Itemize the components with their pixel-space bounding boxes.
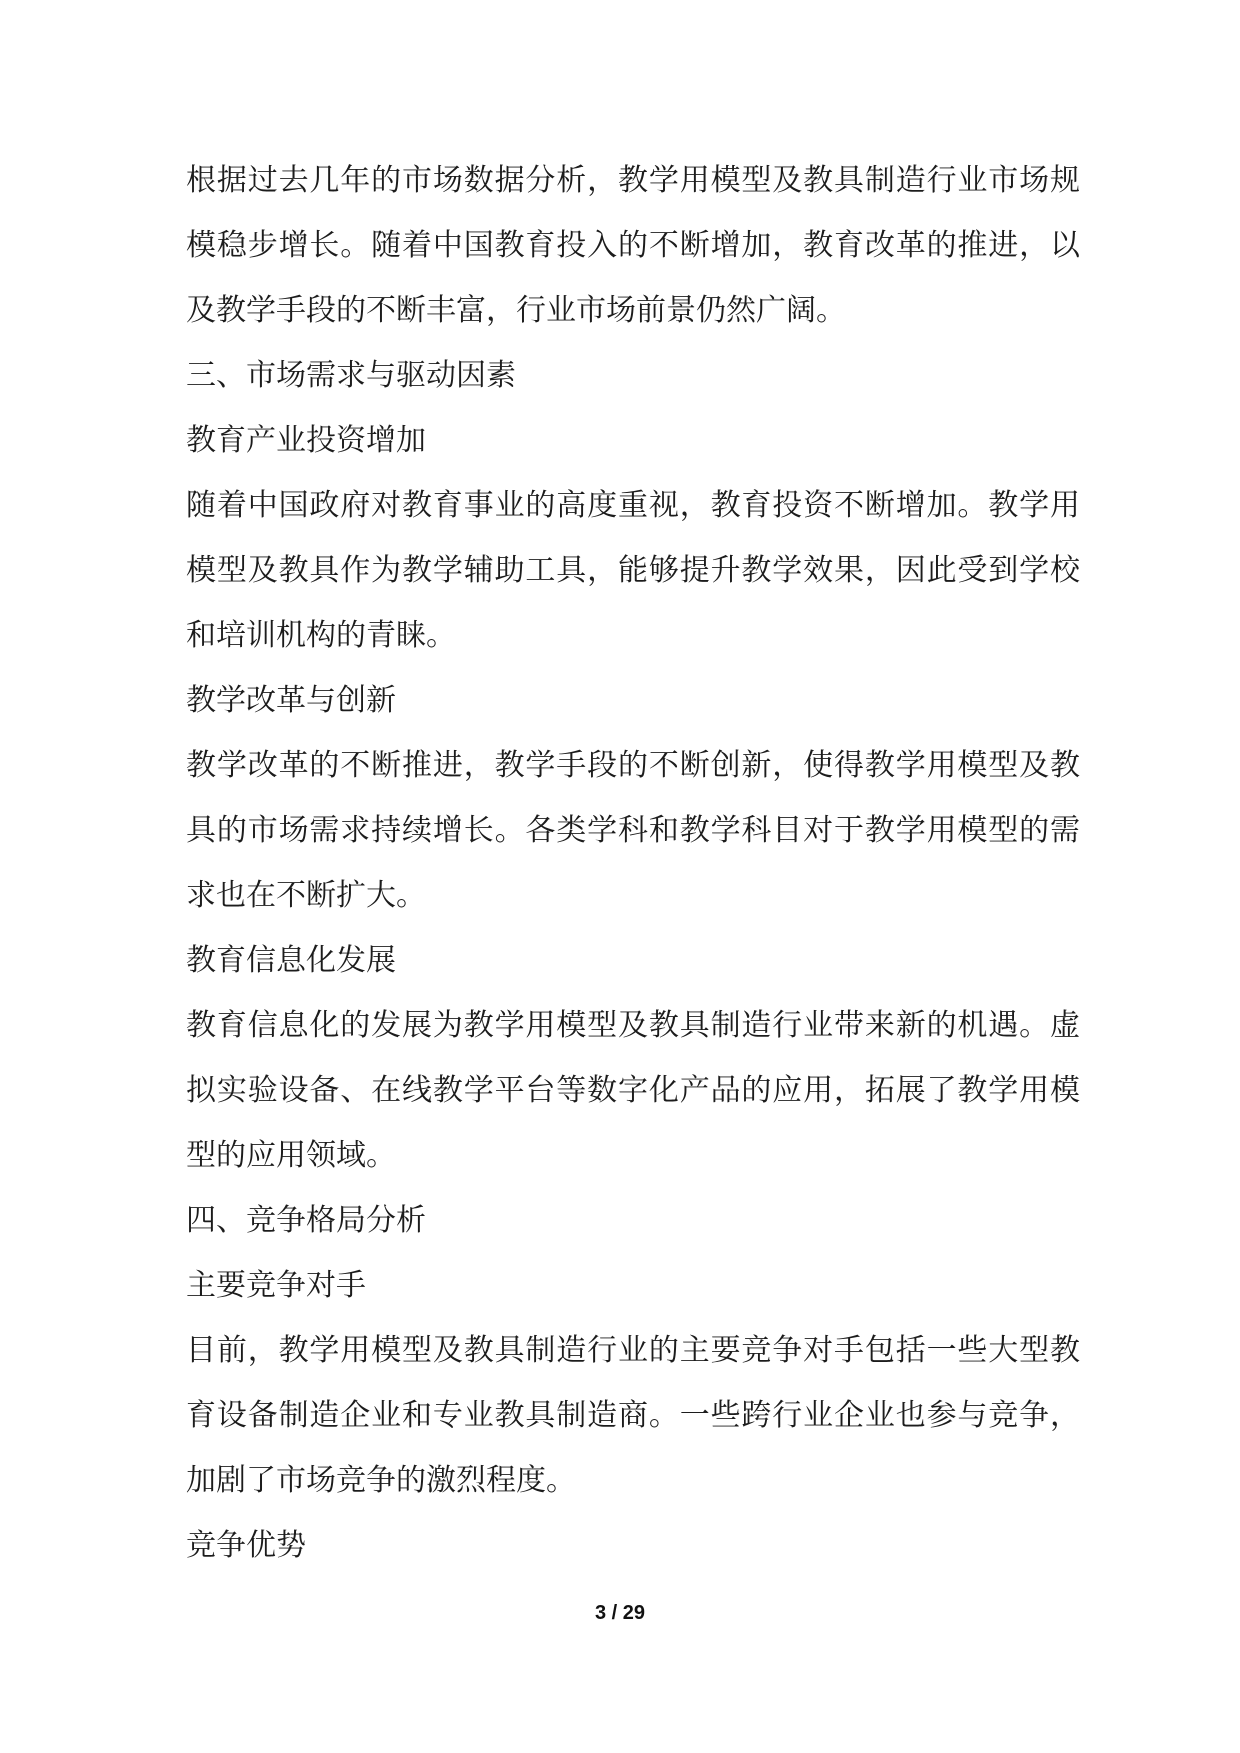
heading-line: 三、市场需求与驱动因素: [186, 358, 516, 393]
paragraph-line: 及教学手段的不断丰富，行业市场前景仍然广阔。: [186, 293, 846, 328]
paragraph-line: 加剧了市场竞争的激烈程度。: [186, 1463, 576, 1498]
paragraph-line: 教育信息化的发展为教学用模型及教具制造行业带来新的机遇。虚: [186, 1008, 1080, 1043]
paragraph-line: 目前，教学用模型及教具制造行业的主要竞争对手包括一些大型教: [186, 1333, 1080, 1368]
heading-line: 教育产业投资增加: [186, 423, 426, 458]
paragraph-line: 型的应用领域。: [186, 1138, 396, 1173]
paragraph-line: 具的市场需求持续增长。各类学科和教学科目对于教学用模型的需: [186, 813, 1080, 848]
paragraph-line: 随着中国政府对教育事业的高度重视，教育投资不断增加。教学用: [186, 488, 1080, 523]
page-footer: [0, 1598, 1240, 1628]
paragraph-line: 模稳步增长。随着中国教育投入的不断增加，教育改革的推进，以: [186, 228, 1080, 263]
paragraph-line: 模型及教具作为教学辅助工具，能够提升教学效果，因此受到学校: [186, 553, 1080, 588]
heading-line: 竞争优势: [186, 1528, 306, 1563]
paragraph-line: 育设备制造企业和专业教具制造商。一些跨行业企业也参与竞争，: [186, 1398, 1080, 1433]
heading-line: 教学改革与创新: [186, 683, 396, 718]
paragraph-line: 求也在不断扩大。: [186, 878, 426, 913]
paragraph-line: 拟实验设备、在线教学平台等数字化产品的应用，拓展了教学用模: [186, 1073, 1080, 1108]
page-number: 3 / 29: [594, 1602, 646, 1624]
paragraph-line: 教学改革的不断推进，教学手段的不断创新，使得教学用模型及教: [186, 748, 1080, 783]
heading-line: 主要竞争对手: [186, 1268, 366, 1303]
paragraph-line: 和培训机构的青睐。: [186, 618, 456, 653]
heading-line: 教育信息化发展: [186, 943, 396, 978]
document-body: [186, 148, 1080, 1578]
heading-line: 四、竞争格局分析: [186, 1203, 426, 1238]
paragraph-line: 根据过去几年的市场数据分析，教学用模型及教具制造行业市场规: [186, 163, 1080, 198]
